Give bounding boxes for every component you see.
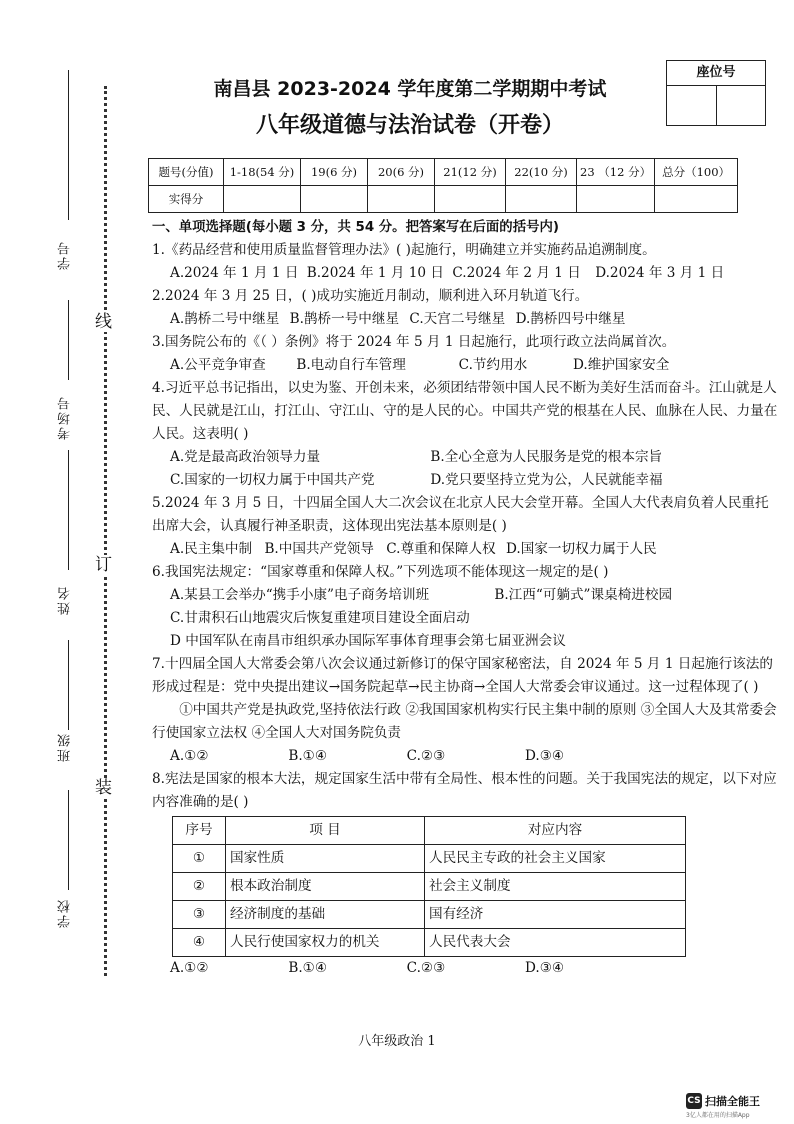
table-row bbox=[173, 873, 686, 901]
table-header-row bbox=[173, 817, 686, 845]
score-cell[interactable] bbox=[368, 186, 435, 213]
seat-number-cell[interactable] bbox=[717, 86, 766, 126]
seat-number-box bbox=[666, 60, 766, 126]
question-2-stem: 2.2024 年 3 月 25 日，( )成功实施近月制动，顺利进入环月轨道飞行。 bbox=[152, 288, 589, 304]
margin-rule bbox=[68, 790, 69, 890]
scanner-name: 扫描全能王 bbox=[705, 1094, 760, 1108]
question-4-stem: 4.习近平总书记指出，以史为鉴、开创未来，必须团结带领中国人民不断为美好生活而奋斗。江山就是人民、人民就是江山，打江山、守江山、守的是人民的心。中国共产党的根基在人民、血脉在人民、力量在人民。这表明( ) bbox=[152, 380, 778, 442]
table-cell: ② bbox=[173, 873, 226, 901]
question-5-options bbox=[152, 538, 782, 561]
option-d: D.③④ bbox=[524, 748, 565, 764]
table-cell: 根本政治制度 bbox=[226, 873, 425, 901]
line-char: 线 bbox=[95, 312, 112, 332]
score-cell[interactable] bbox=[506, 186, 577, 213]
margin-rule bbox=[68, 450, 69, 570]
question-1-options bbox=[152, 262, 782, 285]
option-d: D.③④ bbox=[524, 960, 565, 976]
option-c: C.②③ bbox=[406, 960, 446, 976]
margin-rule bbox=[68, 300, 69, 380]
option-b: B.①④ bbox=[288, 960, 328, 976]
section-heading: 一、单项选择题(每小题 3 分，共 54 分。把答案写在后面的括号内) bbox=[152, 220, 559, 235]
score-cell[interactable] bbox=[224, 186, 301, 213]
option-c: C.天宫二号继星 bbox=[409, 311, 506, 327]
option-b: B.①④ bbox=[288, 748, 328, 764]
option-a: A.党是最高政治领导力量 bbox=[170, 449, 321, 465]
question-2-options bbox=[152, 308, 782, 331]
table-cell: 人民民主专政的社会主义国家 bbox=[425, 845, 686, 873]
option-a: A.鹊桥二号中继星 bbox=[170, 311, 280, 327]
page-footer: 八年级政治 1 bbox=[358, 1034, 436, 1049]
score-header-cell: 22(10 分) bbox=[506, 159, 577, 186]
school-label: 学校 bbox=[58, 898, 73, 928]
option-a: A.公平竞争审查 bbox=[170, 357, 266, 373]
option-b: B.全心全意为人民服务是党的根本宗旨 bbox=[430, 449, 663, 465]
score-table bbox=[148, 158, 738, 213]
score-header-cell: 23 （12 分） bbox=[577, 159, 655, 186]
score-header-row bbox=[149, 159, 738, 186]
option-a: A.①② bbox=[170, 748, 209, 764]
option-d: D 中国军队在南昌市组织承办国际军事体育理事会第七届亚洲会议 bbox=[170, 633, 566, 649]
question-6-stem: 6.我国宪法规定：“国家尊重和保障人权。”下列选项不能体现这一规定的是( ) bbox=[152, 564, 609, 580]
score-header-cell: 19(6 分) bbox=[301, 159, 368, 186]
question-3-stem: 3.国务院公布的《（ ）条例》将于 2024 年 5 月 1 日起施行，此项行政立法尚属首次。 bbox=[152, 334, 676, 350]
table-cell: ③ bbox=[173, 901, 226, 929]
question-3-options bbox=[152, 354, 782, 377]
option-d: D.2024 年 3 月 1 日 bbox=[595, 265, 725, 281]
scanner-tagline: 3亿人都在用的扫描App bbox=[686, 1112, 750, 1119]
question-8-table bbox=[172, 816, 686, 957]
table-header-cell: 项 目 bbox=[226, 817, 425, 845]
option-d: D.国家一切权力属于人民 bbox=[505, 541, 657, 557]
binding-dotted-line bbox=[104, 86, 107, 976]
question-8-stem: 8.宪法是国家的根本大法，规定国家生活中带有全局性、根本性的问题。关于我国宪法的规定，以下对应内容准确的是( ) bbox=[152, 771, 777, 810]
option-b: B.鹊桥一号中继星 bbox=[289, 311, 400, 327]
score-header-cell: 题号(分值) bbox=[149, 159, 224, 186]
option-d: D.党只要坚持立党为公，人民就能幸福 bbox=[430, 472, 663, 488]
score-row-label: 实得分 bbox=[149, 186, 224, 213]
scanner-watermark bbox=[686, 1090, 760, 1119]
option-c: C.国家的一切权力属于中国共产党 bbox=[170, 472, 375, 488]
question-5-stem: 5.2024 年 3 月 5 日，十四届全国人大二次会议在北京人民大会堂开幕。全国人大代表肩负着人民重托出席大会，认真履行神圣职责，这体现出宪法基本原则是( ) bbox=[152, 495, 769, 534]
option-b: B.2024 年 1 月 10 日 bbox=[306, 265, 444, 281]
option-b: B.电动自行车管理 bbox=[296, 357, 406, 373]
table-cell: ① bbox=[173, 845, 226, 873]
student-id-label: 学号 bbox=[58, 240, 73, 270]
score-cell[interactable] bbox=[301, 186, 368, 213]
option-a: A.民主集中制 bbox=[170, 541, 253, 557]
question-7-stem: 7.十四届全国人大常委会第八次会议通过新修订的保守国家秘密法，自 2024 年 5 月 1 日起施行该法的形成过程是：党中央提出建议→国务院起草→民主协商→全国人大常委会审议通过。这一过程体现了( ) bbox=[152, 656, 773, 695]
option-c: C.甘肃积石山地震灾后恢复重建项目建设全面启动 bbox=[170, 610, 470, 626]
score-header-cell: 1-18(54 分) bbox=[224, 159, 301, 186]
score-cell[interactable] bbox=[577, 186, 655, 213]
question-6-options bbox=[152, 584, 782, 653]
option-d: D.维护国家安全 bbox=[572, 357, 670, 373]
table-row bbox=[173, 929, 686, 957]
question-4-options bbox=[152, 446, 782, 492]
exam-room-label: 考场号 bbox=[58, 395, 73, 440]
option-b: B.江西“可躺式”课桌椅进校园 bbox=[494, 587, 673, 603]
table-cell: 国家性质 bbox=[226, 845, 425, 873]
table-row bbox=[173, 901, 686, 929]
option-a: A.2024 年 1 月 1 日 bbox=[170, 265, 299, 281]
table-cell: 经济制度的基础 bbox=[226, 901, 425, 929]
class-label: 班级 bbox=[58, 732, 73, 762]
option-c: C.②③ bbox=[406, 748, 446, 764]
option-b: B.中国共产党领导 bbox=[264, 541, 374, 557]
option-c: C.节约用水 bbox=[458, 357, 528, 373]
option-c: C.尊重和保障人权 bbox=[386, 541, 496, 557]
bind-char: 订 bbox=[95, 555, 112, 575]
name-label: 姓名 bbox=[58, 585, 73, 615]
margin-rule bbox=[68, 640, 69, 730]
score-cell[interactable] bbox=[655, 186, 738, 213]
question-content bbox=[152, 216, 782, 980]
table-cell: 人民代表大会 bbox=[425, 929, 686, 957]
seat-number-label: 座位号 bbox=[667, 61, 765, 86]
table-cell: 国有经济 bbox=[425, 901, 686, 929]
score-header-cell: 总分（100） bbox=[655, 159, 738, 186]
table-cell: 社会主义制度 bbox=[425, 873, 686, 901]
score-cell[interactable] bbox=[435, 186, 506, 213]
score-header-cell: 21(12 分) bbox=[435, 159, 506, 186]
exam-subtitle: 八年级道德与法治试卷（开卷） bbox=[255, 113, 564, 138]
option-d: D.鹊桥四号中继星 bbox=[515, 311, 626, 327]
question-7-options bbox=[152, 745, 782, 768]
question-8-options bbox=[152, 957, 782, 980]
table-cell: ④ bbox=[173, 929, 226, 957]
table-cell: 人民行使国家权力的机关 bbox=[226, 929, 425, 957]
fold-char: 装 bbox=[95, 778, 112, 798]
table-row bbox=[173, 845, 686, 873]
table-header-cell: 对应内容 bbox=[425, 817, 686, 845]
table-header-cell: 序号 bbox=[173, 817, 226, 845]
scanner-logo-icon: CS bbox=[686, 1093, 702, 1109]
score-header-cell: 20(6 分) bbox=[368, 159, 435, 186]
question-1-stem: 1.《药品经营和使用质量监督管理办法》( )起施行，明确建立并实施药品追溯制度。 bbox=[152, 242, 656, 258]
option-a: A.①② bbox=[170, 960, 209, 976]
exam-title: 南昌县 2023-2024 学年度第二学期期中考试 bbox=[213, 78, 607, 100]
score-value-row bbox=[149, 186, 738, 213]
seat-number-cell[interactable] bbox=[667, 86, 717, 126]
margin-rule bbox=[68, 70, 69, 220]
option-a: A.某县工会举办“携手小康”电子商务培训班 bbox=[170, 587, 430, 603]
question-7-statements: ①中国共产党是执政党,坚持依法行政 ②我国国家机构实行民主集中制的原则 ③全国人大及其常委会行使国家立法权 ④全国人大对国务院负责 bbox=[152, 702, 777, 741]
option-c: C.2024 年 2 月 1 日 bbox=[452, 265, 581, 281]
